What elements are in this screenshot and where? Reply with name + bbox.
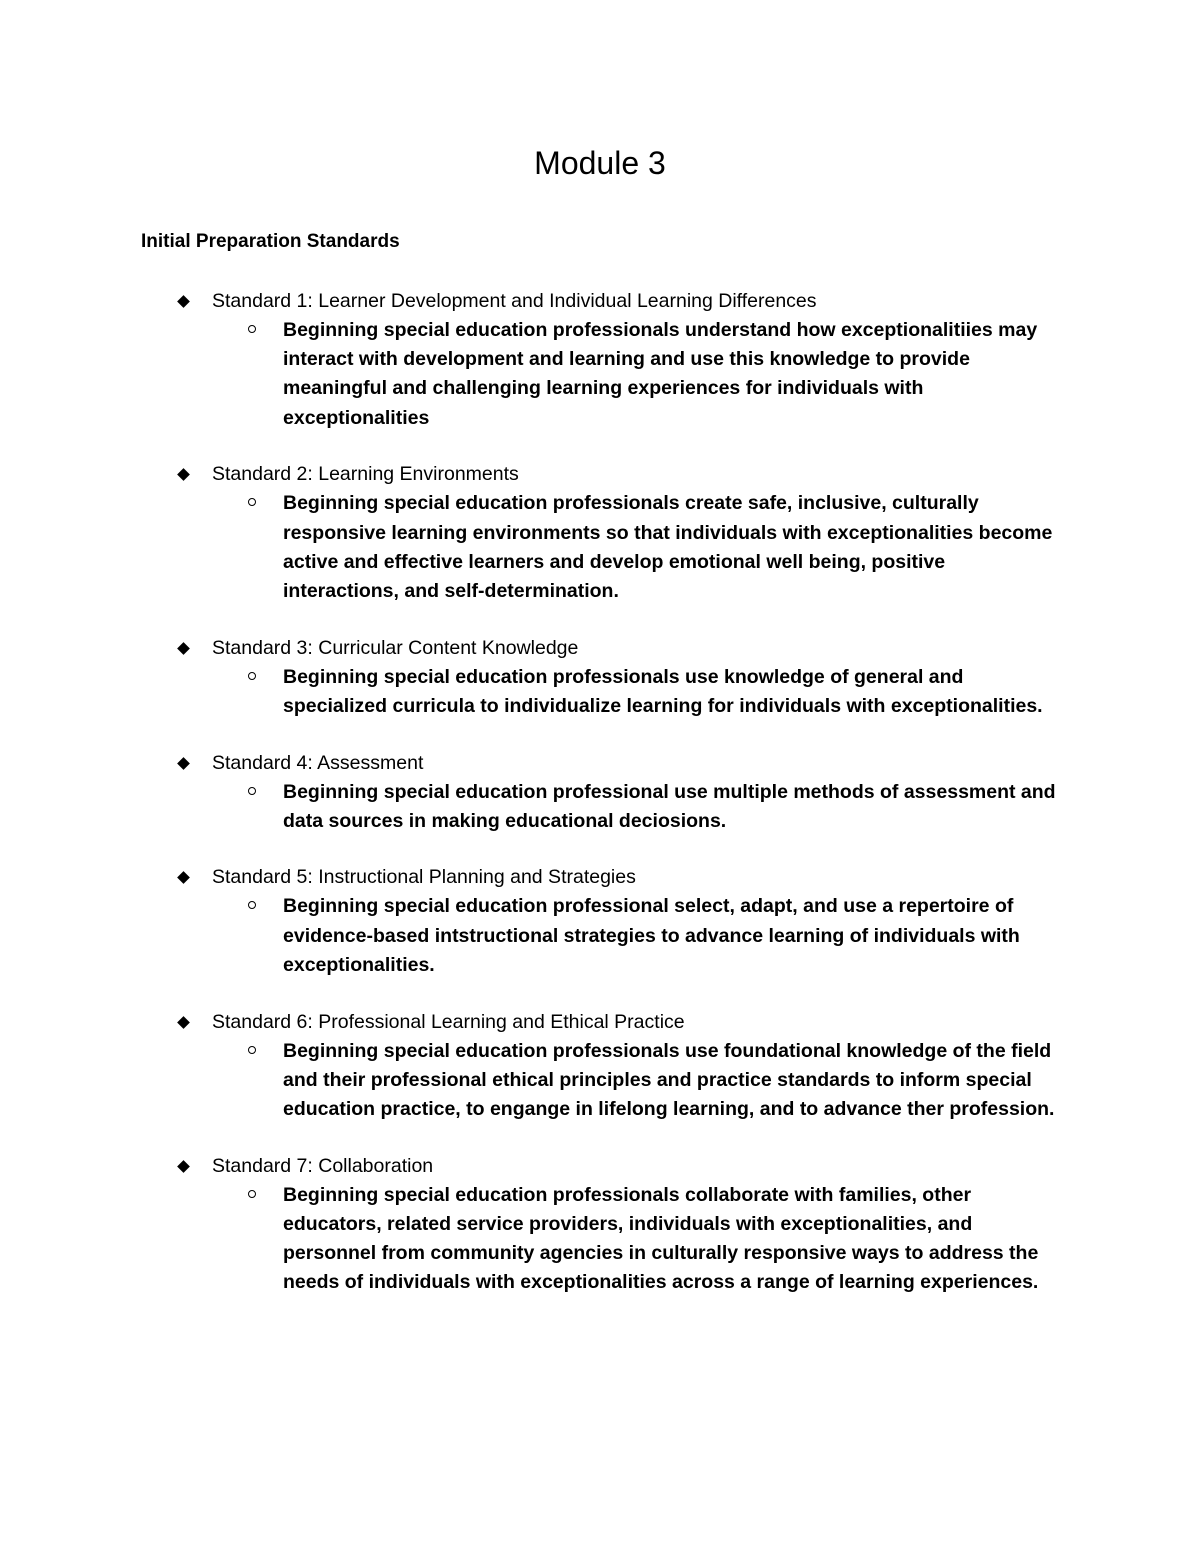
diamond-bullet-icon: [177, 1016, 190, 1029]
standard-detail-text: Beginning special education professionals understand how exceptionalitiies may interact with development and learning and use this knowledge to provide meaningful and challenging learning experiences for individuals with exceptionalities: [283, 319, 1038, 429]
standard-detail-text: Beginning special education professionals collaborate with families, other educators, related service providers, individuals with exceptionalities, and personnel from community agencies in culturally responsive ways to address the needs of individuals with exceptionalities across a range of learning experiences.: [283, 1183, 1039, 1294]
diamond-bullet-icon: [177, 757, 190, 770]
standard-heading: [0, 634, 1200, 663]
standard-detail-text: Beginning special education professional use multiple methods of assessment and data sources in making educational deciosions.: [283, 780, 1056, 832]
standard-label: Standard 5: Instructional Planning and Strategies: [212, 866, 636, 889]
circle-bullet-icon: [248, 325, 256, 333]
diamond-bullet-icon: [177, 642, 190, 655]
standard-detail: [0, 778, 1200, 836]
standard-item: [0, 460, 1200, 606]
standard-heading: [0, 287, 1200, 316]
standard-item: [0, 1008, 1200, 1125]
standards-list: [0, 287, 1200, 1325]
standard-detail-text: Beginning special education professionals create safe, inclusive, culturally responsive learning environments so that individuals with exceptionalities become active and effective learners and develop emotional well being, positive interactions, and self-determination.: [283, 492, 1053, 602]
standard-detail-text: Beginning special education professional select, adapt, and use a repertoire of evidence-based intstructional strategies to advance learning of individuals with exceptionalities.: [283, 895, 1020, 976]
circle-bullet-icon: [248, 901, 256, 909]
standard-detail: [0, 892, 1200, 980]
diamond-bullet-icon: [177, 468, 190, 481]
standard-heading: [0, 1152, 1200, 1181]
standard-label: Standard 6: Professional Learning and Ethical Practice: [212, 1010, 685, 1033]
standard-detail-text: Beginning special education professionals use foundational knowledge of the field and their professional ethical principles and practice standards to inform special education practice, to engange in lifelong learning, and to advance ther profession.: [283, 1039, 1055, 1120]
circle-bullet-icon: [248, 498, 256, 506]
standard-label: Standard 3: Curricular Content Knowledge: [212, 636, 579, 659]
standard-label: Standard 7: Collaboration: [212, 1154, 434, 1177]
circle-bullet-icon: [248, 1046, 256, 1054]
standard-detail: [0, 1181, 1200, 1298]
standard-item: [0, 634, 1200, 721]
standard-label: Standard 1: Learner Development and Individual Learning Differences: [212, 290, 817, 312]
standard-detail-text: Beginning special education professionals use knowledge of general and specialized curricula to individualize learning for individuals with exceptionalities.: [283, 665, 1043, 717]
page-title: Module 3: [534, 145, 666, 181]
standard-item: [0, 287, 1200, 433]
standard-detail: [0, 1037, 1200, 1125]
diamond-bullet-icon: [177, 295, 190, 308]
standard-heading: [0, 1008, 1200, 1037]
circle-bullet-icon: [248, 787, 256, 795]
standard-item: [0, 1152, 1200, 1298]
standard-heading: [0, 863, 1200, 892]
standard-label: Standard 2: Learning Environments: [212, 463, 519, 486]
section-heading: Initial Preparation Standards: [141, 231, 400, 252]
standard-item: [0, 749, 1200, 836]
diamond-bullet-icon: [177, 872, 190, 885]
standard-item: [0, 863, 1200, 980]
standard-detail: [0, 663, 1200, 721]
diamond-bullet-icon: [177, 1160, 190, 1173]
standard-heading: [0, 460, 1200, 489]
circle-bullet-icon: [248, 672, 256, 680]
standard-label: Standard 4: Assessment: [212, 751, 424, 774]
standard-heading: [0, 749, 1200, 778]
standard-detail: [0, 316, 1200, 433]
standard-detail: [0, 489, 1200, 606]
circle-bullet-icon: [248, 1190, 256, 1198]
